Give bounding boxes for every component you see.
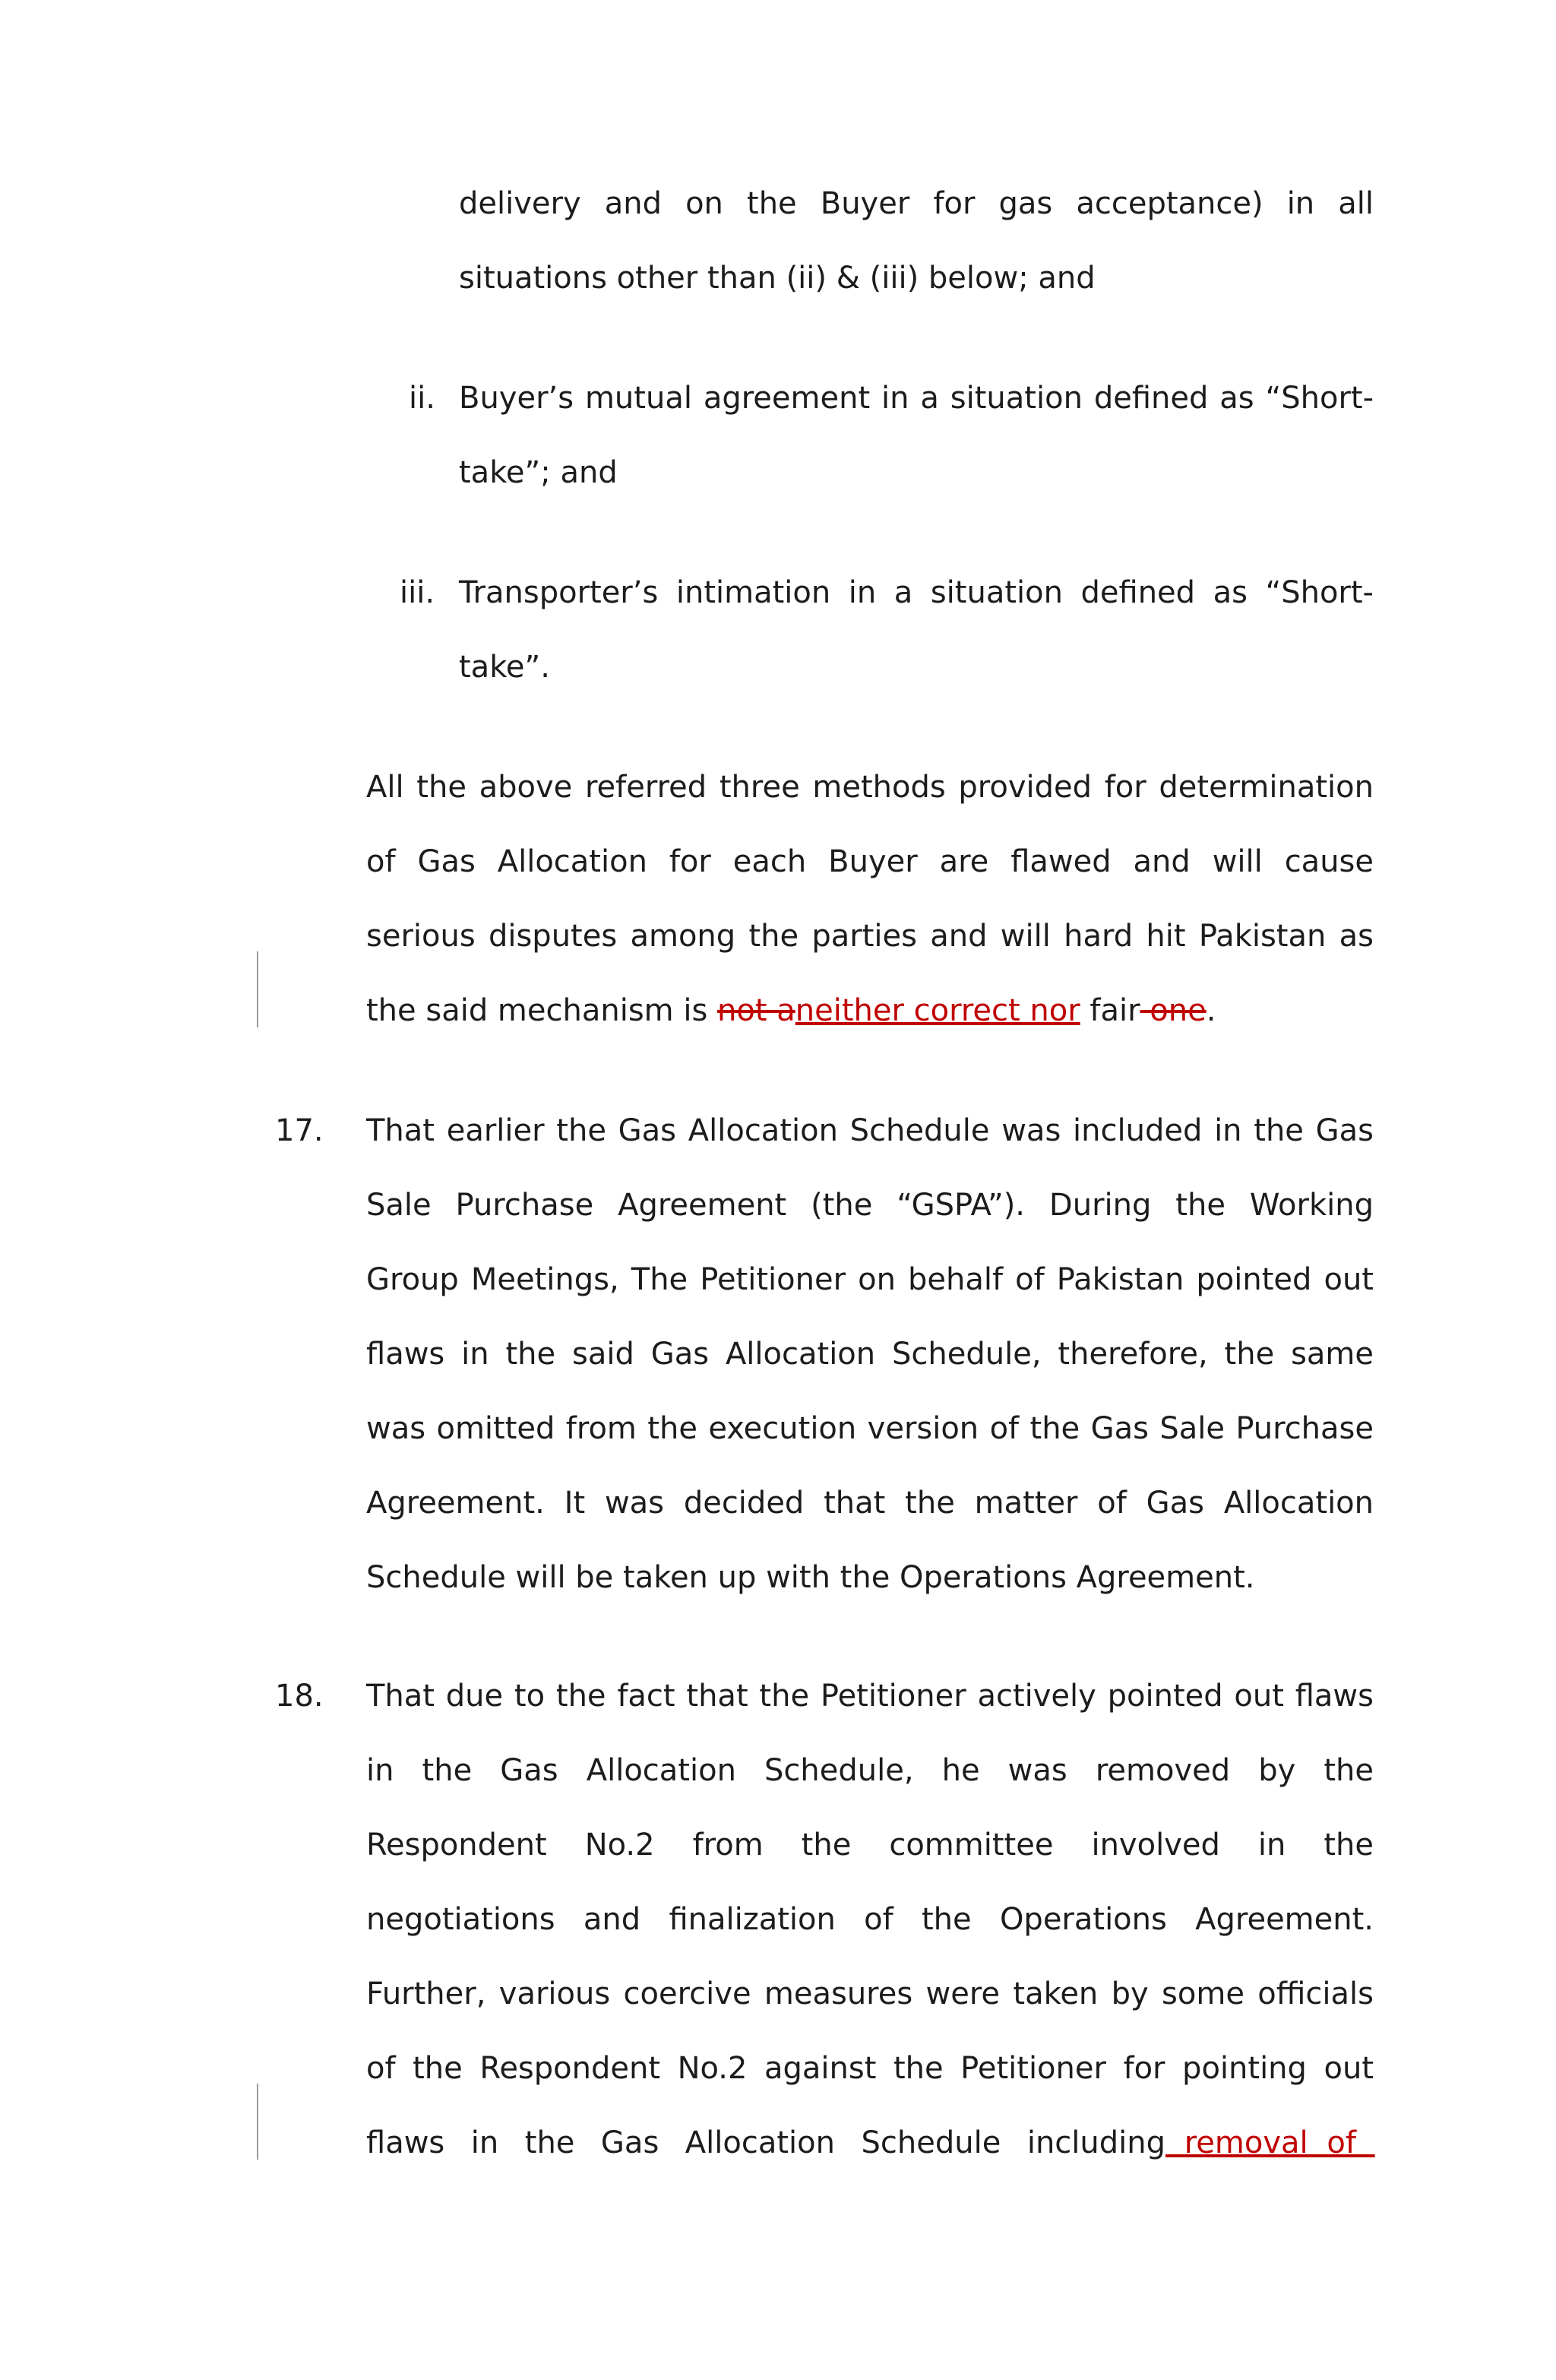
para-18-line-7-start: flaws in the Gas Allocation Schedule including <box>366 2125 1165 2160</box>
para-18-line-1: That due to the fact that the Petitioner actively pointed out flaws <box>366 1679 1374 1714</box>
item-ii-line-1: Buyer’s mutual agreement in a situation defined as “Short- <box>459 381 1374 416</box>
para-17-line-4: flaws in the said Gas Allocation Schedule, therefore, the same <box>366 1337 1374 1372</box>
tracked-insertion: removal of <box>1165 2125 1375 2160</box>
change-bar <box>257 951 258 1027</box>
summary-line-4-start: the said mechanism is <box>366 993 718 1028</box>
para-18-line-5: Further, various coercive measures were taken by some officials <box>366 1976 1374 2011</box>
summary-line-2: of Gas Allocation for each Buyer are flawed and will cause <box>366 844 1374 879</box>
para-18-line-2: in the Gas Allocation Schedule, he was removed by the <box>366 1753 1374 1788</box>
summary-line-3: serious disputes among the parties and will hard hit Pakistan as <box>366 919 1374 954</box>
para-18-number: 18. <box>275 1679 324 1714</box>
tracked-deletion: one <box>1140 993 1207 1028</box>
summary-line-4-end: . <box>1206 993 1216 1028</box>
item-ii-marker: ii. <box>409 381 435 416</box>
item-ii-line-2: take”; and <box>459 455 618 490</box>
para-18-line-3: Respondent No.2 from the committee involved in the <box>366 1828 1374 1863</box>
para-18-line-7 <box>366 2122 1392 2164</box>
para-18-line-4: negotiations and finalization of the Operations Agreement. <box>366 1902 1374 1937</box>
para-18-line-6: of the Respondent No.2 against the Petitioner for pointing out <box>366 2051 1374 2086</box>
item-i-line-1: delivery and on the Buyer for gas acceptance) in all <box>459 186 1374 221</box>
para-17-line-7: Schedule will be taken up with the Operations Agreement. <box>366 1560 1255 1595</box>
item-iii-line-1: Transporter’s intimation in a situation defined as “Short- <box>459 575 1374 610</box>
para-17-number: 17. <box>275 1113 324 1148</box>
summary-line-4 <box>366 989 1216 1032</box>
para-17-line-3: Group Meetings, The Petitioner on behalf of Pakistan pointed out <box>366 1262 1374 1297</box>
para-17-line-5: was omitted from the execution version of the Gas Sale Purchase <box>366 1411 1374 1446</box>
summary-line-1: All the above referred three methods provided for determination <box>366 770 1374 805</box>
item-iii-line-2: take”. <box>459 650 550 685</box>
tracked-deletion: not a <box>717 993 795 1028</box>
item-i-line-2: situations other than (ii) & (iii) below; and <box>459 261 1096 296</box>
tracked-insertion: neither correct nor <box>795 993 1080 1028</box>
para-17-line-2: Sale Purchase Agreement (the “GSPA”). During the Working <box>366 1188 1374 1223</box>
item-iii-marker: iii. <box>400 575 435 610</box>
change-bar <box>257 2084 258 2160</box>
para-17-line-1: That earlier the Gas Allocation Schedule was included in the Gas <box>366 1113 1374 1148</box>
para-17-line-6: Agreement. It was decided that the matter of Gas Allocation <box>366 1486 1374 1521</box>
summary-line-4-mid: fair <box>1080 993 1140 1028</box>
